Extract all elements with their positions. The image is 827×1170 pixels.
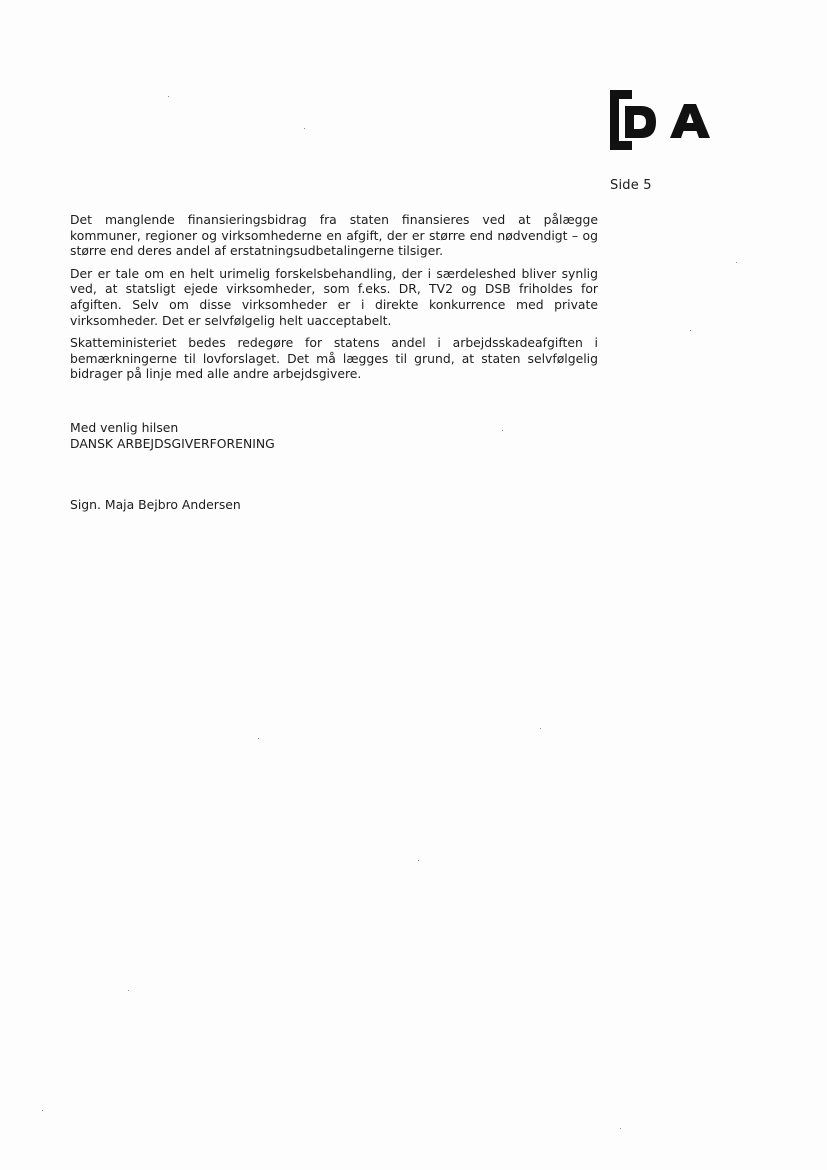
scan-speck: [690, 330, 691, 331]
paragraph: Det manglende finansieringsbidrag fra staten finansieres ved at pålægge kommuner, regioner og virksomhederne en afgift, der er større end nødvendigt – og større end deres andel af erstatningsudbetalingerne tilsiger.: [70, 212, 598, 259]
signature-line: Sign. Maja Bejbro Andersen: [70, 497, 241, 512]
closing-greeting: Med venlig hilsen: [70, 420, 179, 435]
scan-speck: [258, 738, 259, 739]
paragraph: Der er tale om en helt urimelig forskelsbehandling, der i særdeleshed bliver synlig ved, at statsligt ejede virksomheder, som f.eks. DR, TV2 og DSB friholdes for afgiften. Selv om disse virksomheder er i direkte konkurrence med private virksomheder. Det er selvfølgelig helt uacceptabelt.: [70, 265, 598, 328]
letter-body: [70, 212, 598, 389]
scan-speck: [42, 1110, 43, 1111]
scan-speck: [128, 990, 129, 991]
scan-speck: [304, 128, 305, 129]
da-logo: [608, 88, 720, 152]
scan-speck: [418, 860, 419, 861]
scan-speck: [168, 96, 169, 97]
page-number: Side 5: [610, 178, 652, 193]
scan-speck: [502, 430, 503, 431]
closing-organization: DANSK ARBEJDSGIVERFORENING: [70, 435, 275, 451]
closing: [70, 420, 275, 451]
paragraph: Skatteministeriet bedes redegøre for statens andel i arbejdsskadeafgiften i bemærkningerne til lovforslaget. Det må lægges til grund, at staten selvfølgelig bidrager på linje med alle andre arbejdsgivere.: [70, 335, 598, 382]
scan-speck: [736, 262, 737, 263]
scan-speck: [540, 728, 541, 729]
scan-speck: [620, 1128, 621, 1129]
